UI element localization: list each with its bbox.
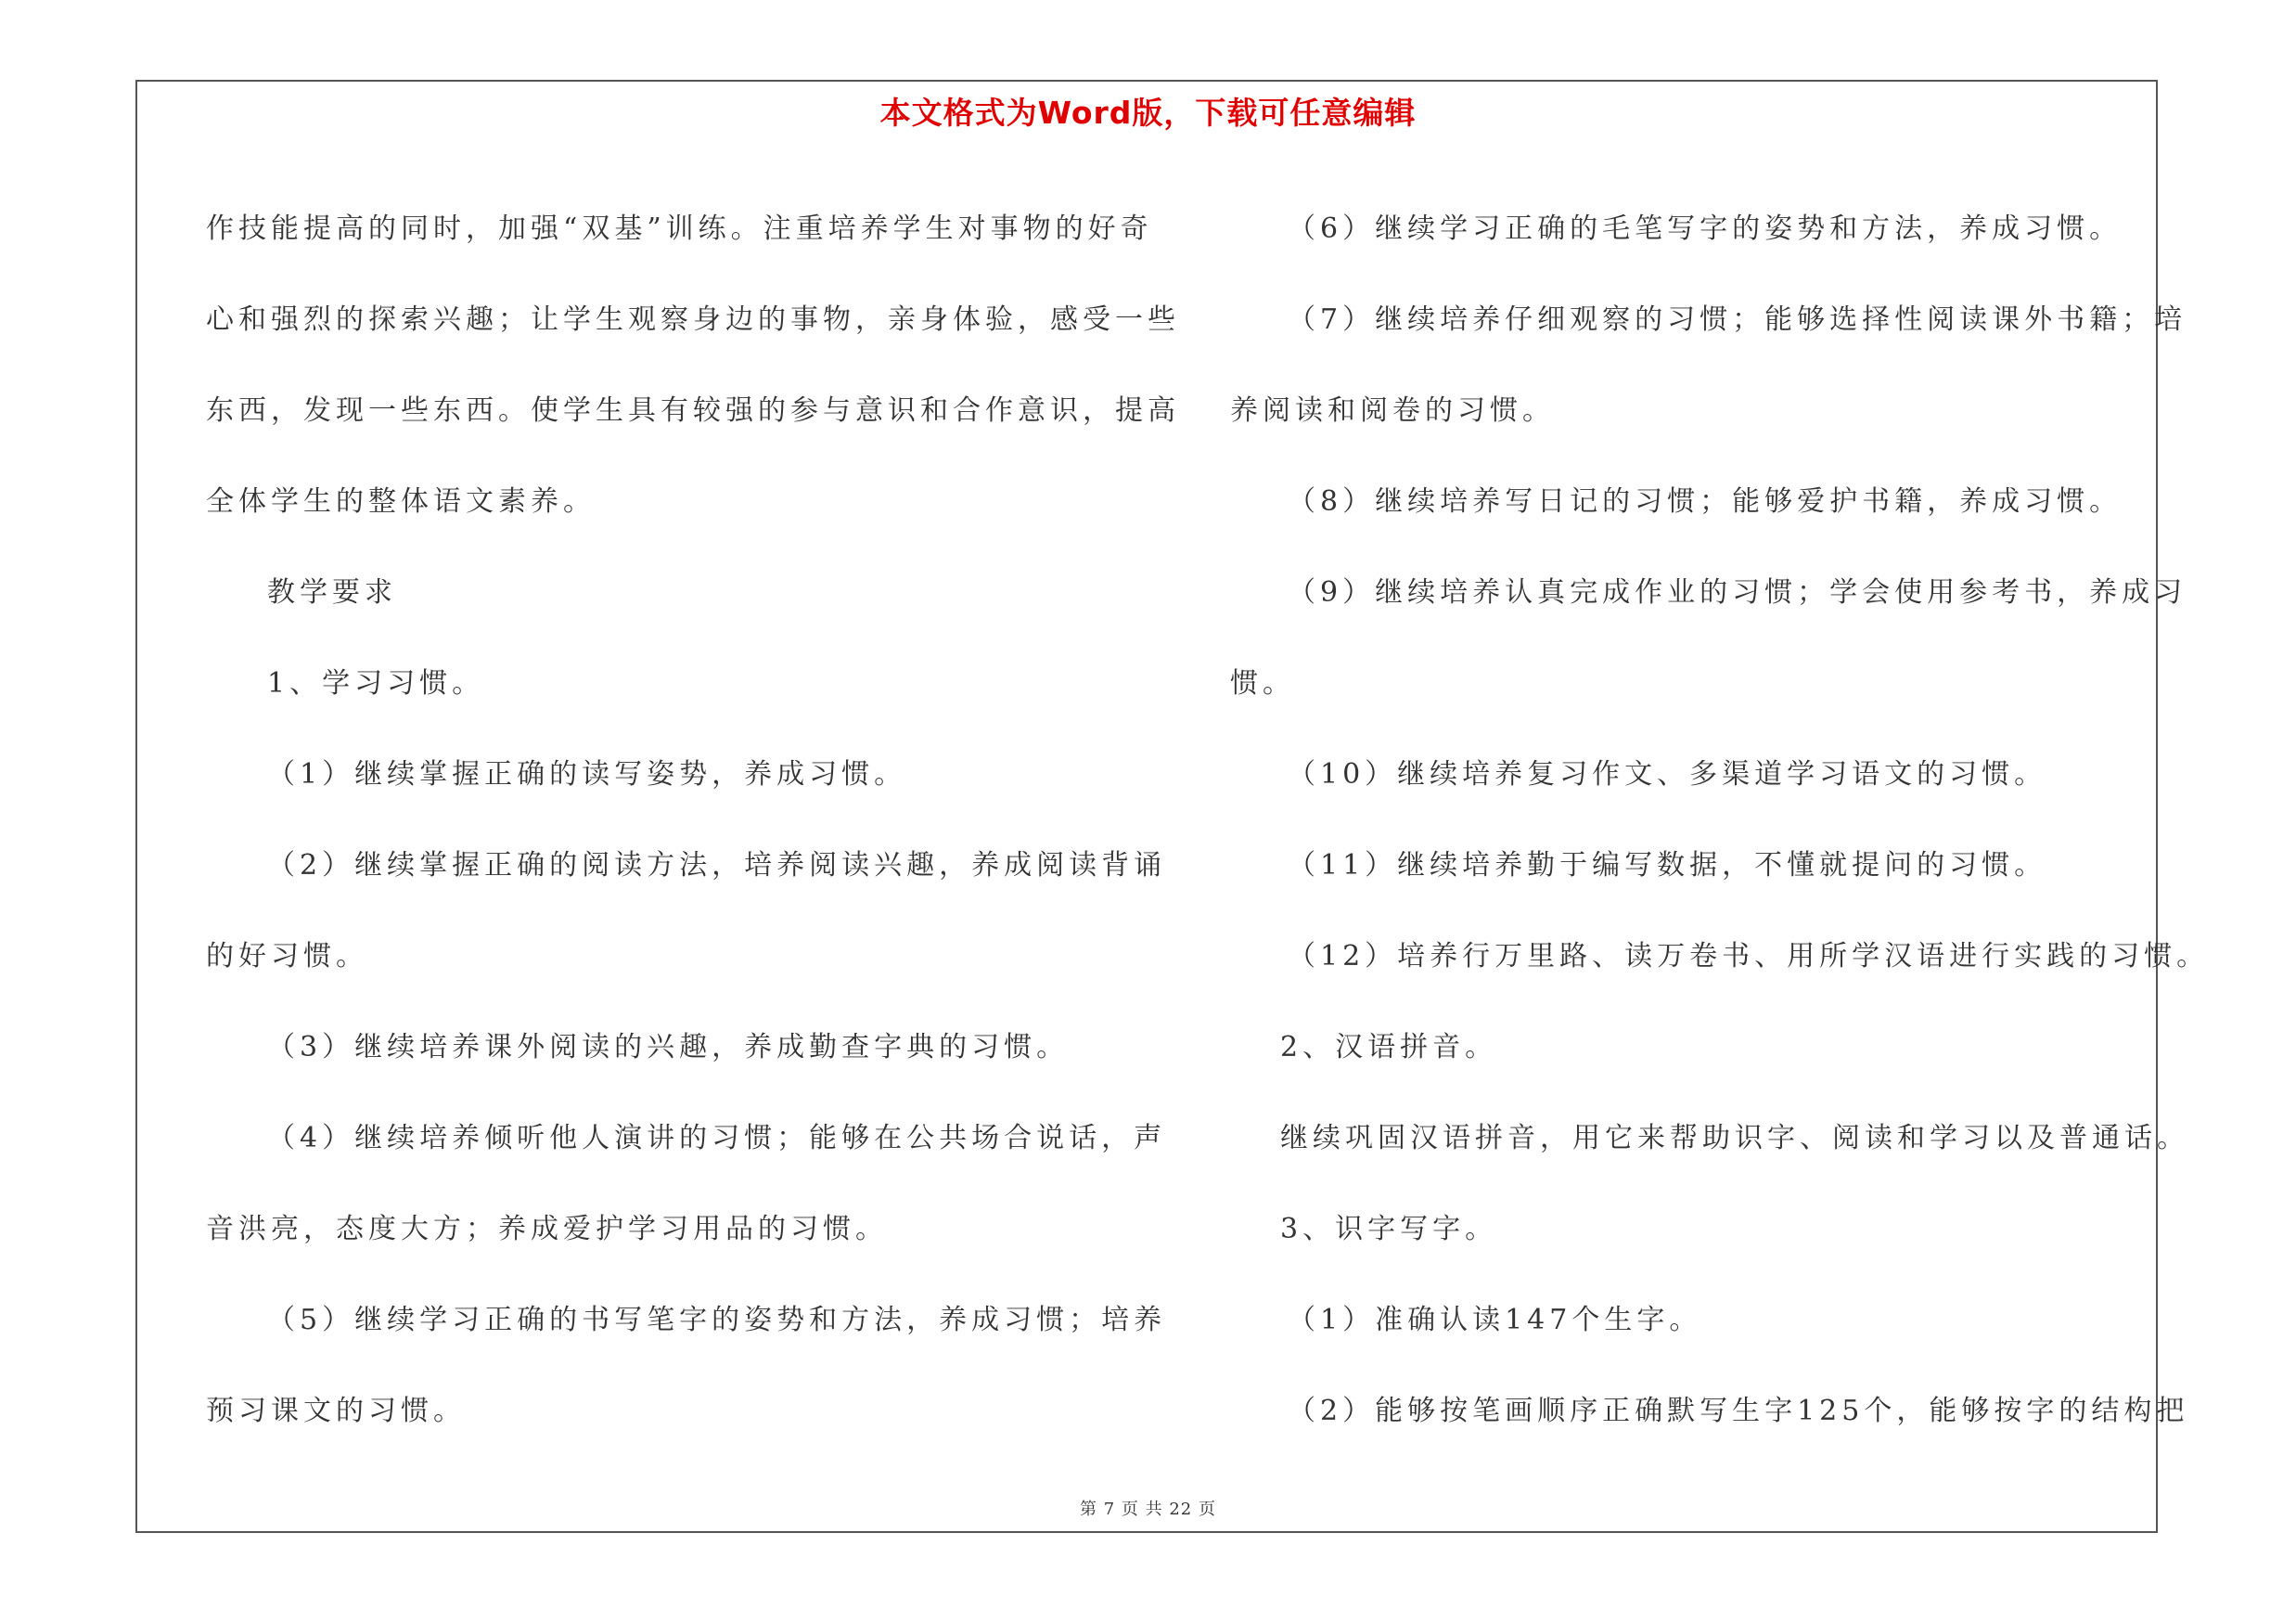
left-column <box>206 184 1180 1457</box>
body-line: 继续巩固汉语拼音，用它来帮助识字、阅读和学习以及普通话。 <box>1280 1122 2189 1154</box>
list-item: （10）继续培养复习作文、多渠道学习语文的习惯。 <box>1288 758 2047 791</box>
subsection-heading: 3、识字写字。 <box>1280 1213 1498 1245</box>
list-item-continuation: 的好习惯。 <box>206 940 368 973</box>
list-item: （3）继续培养课外阅读的兴趣，养成勤查字典的习惯。 <box>267 1031 1070 1063</box>
list-item-continuation: 音洪亮，态度大方；养成爱护学习用品的习惯。 <box>206 1213 888 1245</box>
list-item-continuation: 养阅读和阅卷的习惯。 <box>1230 394 1555 427</box>
list-item: （5）继续学习正确的书写笔字的姿势和方法，养成习惯；培养 <box>267 1304 1167 1336</box>
section-heading: 教学要求 <box>267 576 397 609</box>
format-banner: 本文格式为Word版，下载可任意编辑 <box>879 95 1417 131</box>
list-item-continuation: 惯。 <box>1230 667 1295 700</box>
subsection-heading: 2、汉语拼音。 <box>1280 1031 1498 1063</box>
list-item: （1）准确认读147个生字。 <box>1288 1304 1702 1336</box>
body-line: 全体学生的整体语文素养。 <box>206 485 596 518</box>
list-item: （12）培养行万里路、读万卷书、用所学汉语进行实践的习惯。 <box>1288 940 2210 973</box>
subsection-heading: 1、学习习惯。 <box>267 667 485 700</box>
body-line: 作技能提高的同时，加强“双基”训练。注重培养学生对事物的好奇 <box>206 213 1153 245</box>
list-item: （6）继续学习正确的毛笔写字的姿势和方法，养成习惯。 <box>1288 213 2123 245</box>
list-item: （2）继续掌握正确的阅读方法，培养阅读兴趣，养成阅读背诵 <box>267 849 1167 882</box>
body-line: 东西，发现一些东西。使学生具有较强的参与意识和合作意识，提高 <box>206 394 1180 427</box>
body-line: 心和强烈的探索兴趣；让学生观察身边的事物，亲身体验，感受一些 <box>206 303 1180 336</box>
list-item: （7）继续培养仔细观察的习惯；能够选择性阅读课外书籍；培 <box>1288 303 2187 336</box>
right-column <box>1230 184 2210 1457</box>
page-number: 第 7 页 共 22 页 <box>1080 1500 1216 1519</box>
list-item: （9）继续培养认真完成作业的习惯；学会使用参考书，养成习 <box>1288 576 2187 609</box>
list-item: （4）继续培养倾听他人演讲的习惯；能够在公共场合说话，声 <box>267 1122 1167 1154</box>
list-item: （2）能够按笔画顺序正确默写生字125个，能够按字的结构把 <box>1288 1395 2189 1427</box>
list-item-continuation: 预习课文的习惯。 <box>206 1395 466 1427</box>
list-item: （11）继续培养勤于编写数据，不懂就提问的习惯。 <box>1288 849 2047 882</box>
list-item: （8）继续培养写日记的习惯；能够爱护书籍，养成习惯。 <box>1288 485 2123 518</box>
list-item: （1）继续掌握正确的读写姿势，养成习惯。 <box>267 758 907 791</box>
